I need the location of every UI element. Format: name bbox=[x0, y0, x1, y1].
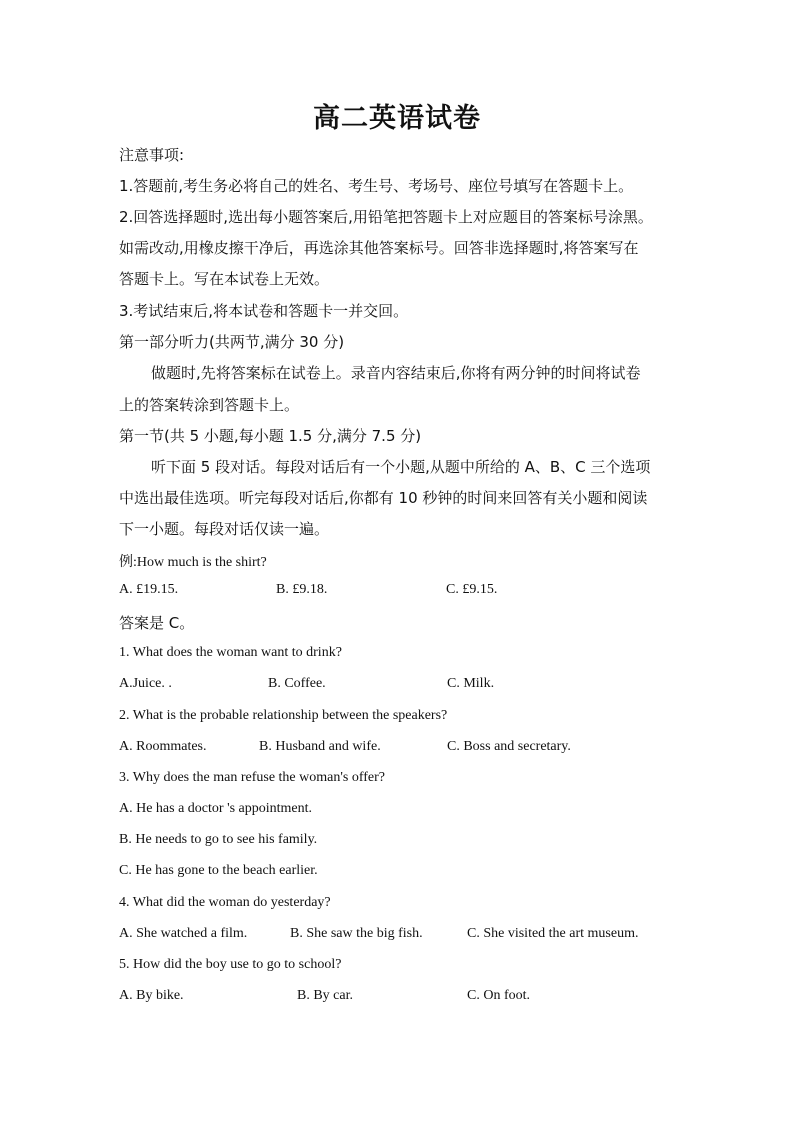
part-heading: 第一部分听力(共两节,满分 30 分) bbox=[119, 333, 345, 351]
question-1: 1. What does the woman want to drink? bbox=[119, 645, 342, 660]
question-3-option-c: C. He has gone to the beach earlier. bbox=[119, 863, 318, 878]
notice-item: 1.答题前,考生务必将自己的姓名、考生号、考场号、座位号填写在答题卡上。 bbox=[119, 177, 634, 195]
question-5-option-a: A. By bike. bbox=[119, 988, 184, 1003]
question-4-option-c: C. She visited the art museum. bbox=[467, 926, 639, 941]
question-2-option-c: C. Boss and secretary. bbox=[447, 739, 571, 754]
example-option-a: A. £19.15. bbox=[119, 582, 179, 597]
question-3-option-a: A. He has a doctor 's appointment. bbox=[119, 801, 313, 816]
question-3-option-b: B. He needs to go to see his family. bbox=[119, 832, 318, 847]
question-3: 3. Why does the man refuse the woman's offer? bbox=[119, 770, 385, 785]
notice-heading: 注意事项: bbox=[119, 146, 185, 164]
question-4-option-a: A. She watched a film. bbox=[119, 926, 248, 941]
question-5-option-c: C. On foot. bbox=[467, 988, 530, 1003]
notice-item: 2.回答选择题时,选出每小题答案后,用铅笔把答题卡上对应题目的答案标号涂黑。 bbox=[119, 208, 653, 226]
section-heading: 第一节(共 5 小题,每小题 1.5 分,满分 7.5 分) bbox=[119, 427, 422, 445]
question-4: 4. What did the woman do yesterday? bbox=[119, 895, 331, 910]
question-5-option-b: B. By car. bbox=[297, 988, 353, 1003]
question-1-option-a: A.Juice. . bbox=[119, 676, 172, 691]
question-4-option-b: B. She saw the big fish. bbox=[290, 926, 423, 941]
section-instruction: 中选出最佳选项。听完每段对话后,你都有 10 秒钟的时间来回答有关小题和阅读 bbox=[119, 489, 648, 507]
part-instruction: 上的答案转涂到答题卡上。 bbox=[119, 396, 300, 414]
page-title: 高二英语试卷 bbox=[313, 103, 481, 134]
example-answer: 答案是 C。 bbox=[119, 614, 195, 632]
part-instruction: 做题时,先将答案标在试卷上。录音内容结束后,你将有两分钟的时间将试卷 bbox=[151, 364, 641, 382]
question-2-option-b: B. Husband and wife. bbox=[259, 739, 381, 754]
question-2: 2. What is the probable relationship between the speakers? bbox=[119, 708, 448, 723]
notice-item: 如需改动,用橡皮擦干净后，再选涂其他答案标号。回答非选择题时,将答案写在 bbox=[119, 239, 639, 257]
section-instruction: 听下面 5 段对话。每段对话后有一个小题,从题中所给的 A、B、C 三个选项 bbox=[151, 458, 651, 476]
question-5: 5. How did the boy use to go to school? bbox=[119, 957, 342, 972]
example-option-b: B. £9.18. bbox=[276, 582, 328, 597]
notice-item: 答题卡上。写在本试卷上无效。 bbox=[119, 270, 330, 288]
question-1-option-c: C. Milk. bbox=[447, 676, 495, 691]
section-instruction: 下一小题。每段对话仅读一遍。 bbox=[119, 520, 330, 538]
example-question: 例:How much is the shirt? bbox=[119, 555, 267, 570]
example-option-c: C. £9.15. bbox=[446, 582, 498, 597]
question-1-option-b: B. Coffee. bbox=[268, 676, 326, 691]
notice-item: 3.考试结束后,将本试卷和答题卡一并交回。 bbox=[119, 302, 409, 320]
question-2-option-a: A. Roommates. bbox=[119, 739, 207, 754]
